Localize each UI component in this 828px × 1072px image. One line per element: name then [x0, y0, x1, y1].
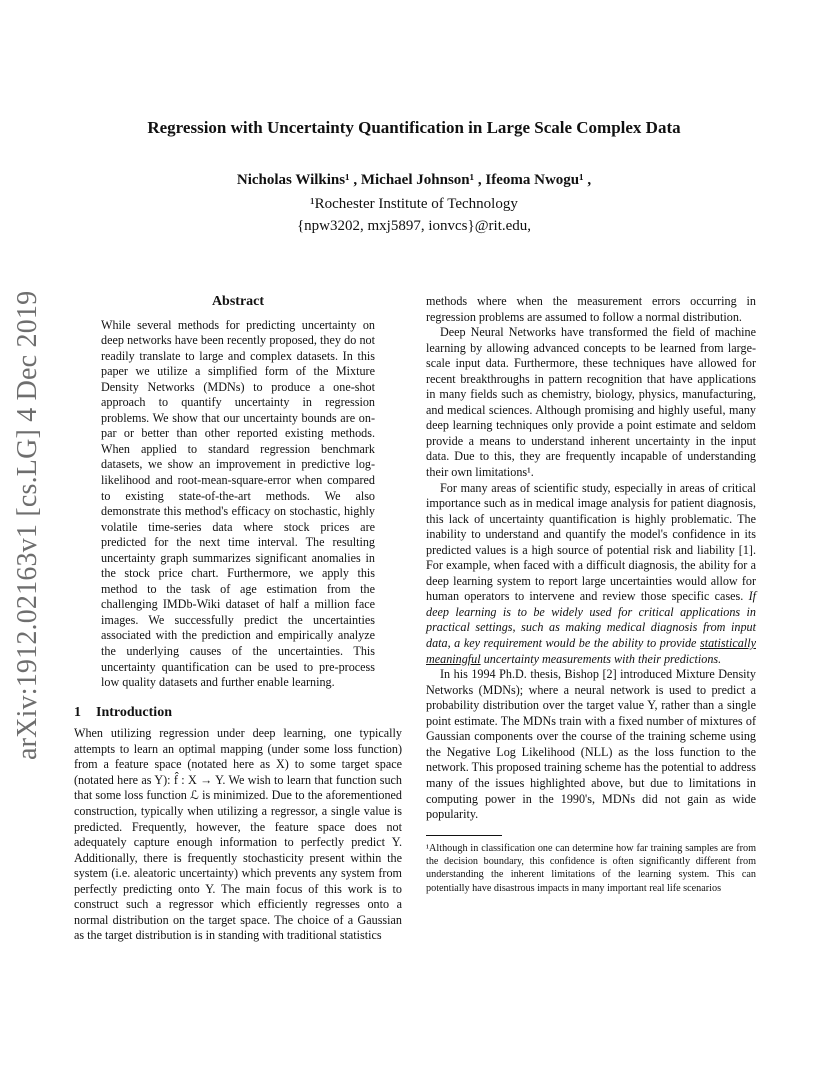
right-column	[426, 294, 756, 895]
paragraph-dnn: Deep Neural Networks have transformed the field of machine learning by allowing advanced concepts to be learned from large-scale input data. Furthermore, these techniques have allowed for recent breakthroughs in pattern recognition that have applications in many fields such as chemistry, biology, physics, manufacturing, and medical sciences. Although promising and highly useful, many deep learning techniques only provide a point estimate and seldom provide a means to understand inherent uncertainty in the input data. Due to this, they are frequently incapable of understanding their own limitations¹.	[426, 325, 756, 480]
footnote: ¹Although in classification one can determine how far training samples are from the decision boundary, this confidence is often significantly different from understanding the inherent limitations of the learning system. This can potentially have disastrous impacts in many important real life scenarios	[426, 842, 756, 894]
italic-requirement-b: uncertainty measurements with their predictions.	[483, 651, 722, 666]
italic-requirement-a: If deep learning is to be widely used for critical applications in practical settings, such as making medical diagnosis from input data, a key requirement would be the ability to provide	[426, 589, 756, 651]
footnote-rule	[426, 835, 502, 836]
author-list: Nicholas Wilkins¹ , Michael Johnson¹ , Ifeoma Nwogu¹ ,	[236, 172, 592, 188]
underlined-phrase: statistically meaningful	[426, 636, 756, 666]
section-heading-introduction	[74, 705, 402, 721]
arxiv-identifier: arXiv:1912.02163v1 [cs.LG] 4 Dec 2019	[12, 290, 43, 760]
abstract-heading: Abstract	[211, 294, 265, 309]
paragraph-uncertainty	[426, 481, 756, 668]
intro-paragraph-1: When utilizing regression under deep learning, one typically attempts to learn an optimal mapping (under some loss function) from a feature space (notated here as X) to some target space (notated here as Y): f̂ : X → Y. We wish to learn that function such that some loss function ℒ is minimized. Due to the aforementioned construction, typically when utilizing a regressor, a single value is predicted. Frequently, however, the feature space does not adequately capture enough information to perfectly predict Y. Additionally, there is frequently stochasticity present within the system (i.e. aleatoric uncertainty) which prevents any system from perfectly predicting onto Y. The main focus of this work is to construct such a regressor which efficiently regresses onto a normal distribution on the target space. The choice of a Gaussian as the target distribution is in standing with traditional statistics	[74, 726, 402, 943]
paragraph-uncertainty-text: For many areas of scientific study, especially in areas of critical importance such as in medical image analysis for patient diagnosis, this lack of uncertainty quantification is highly problematic. The inability to understand and quantify the model's confidence in its predicted values is a high source of potential risk and liability [1]. For example, when faced with a difficult diagnosis, the ability for a deep learning system to report large uncertainties would allow for human operators to intervene and review those specific cases.	[426, 480, 756, 604]
paragraph-continuation: methods where when the measurement errors occurring in regression problems are assumed to follow a normal distribution.	[426, 294, 756, 324]
abstract-body: While several methods for predicting uncertainty on deep networks have been recently proposed, they do not readily translate to large and complex datasets. In this paper we utilize a simplified form of the Mixture Density Networks (MDNs) to produce a one-shot approach to quantify uncertainty in regression problems. We show that our uncertainty bounds are on-par or better than other reported existing methods. When applied to standard regression benchmark datasets, we show an improvement in predictive log-likelihood and root-mean-square-error when compared to existing state-of-the-art methods. We also demonstrate this method's efficacy on stochastic, highly volatile time-series data where stock prices are predicted for the next time interval. The resulting uncertainty graph summarizes significant anomalies in the stock price chart. Furthermore, we apply this method to the task of age estimation from the challenging IMDb-Wiki dataset of half a million face images. We successfully predict the uncertainties associated with the prediction and empirically analyze the underlying causes of the uncertainties. This uncertainty quantification can be used to pre-process low quality datasets and further enable learning.	[101, 317, 375, 690]
paragraph-mdn: In his 1994 Ph.D. thesis, Bishop [2] introduced Mixture Density Networks (MDNs); where a neural network is used to predict a probability distribution over the target value Y, rather than a single point estimate. The MDNs train with a fixed number of mixtures of Gaussian components over the course of the training scheme using the Negative Log Likelihood (NLL) as the loss function to the network. This proposed training scheme has the potential to address many of the issues highlighted above, but due to limitations in computing power in the 1990's, MDNs did not gain as wide popularity.	[426, 667, 756, 822]
affiliation: ¹Rochester Institute of Technology	[310, 196, 518, 212]
author-emails: {npw3202, mxj5897, ionvcs}@rit.edu,	[296, 218, 532, 234]
left-column	[74, 294, 402, 944]
section-title: Introduction	[96, 704, 172, 720]
paper-title: Regression with Uncertainty Quantification in Large Scale Complex Data	[147, 118, 681, 137]
section-number: 1	[74, 704, 81, 720]
